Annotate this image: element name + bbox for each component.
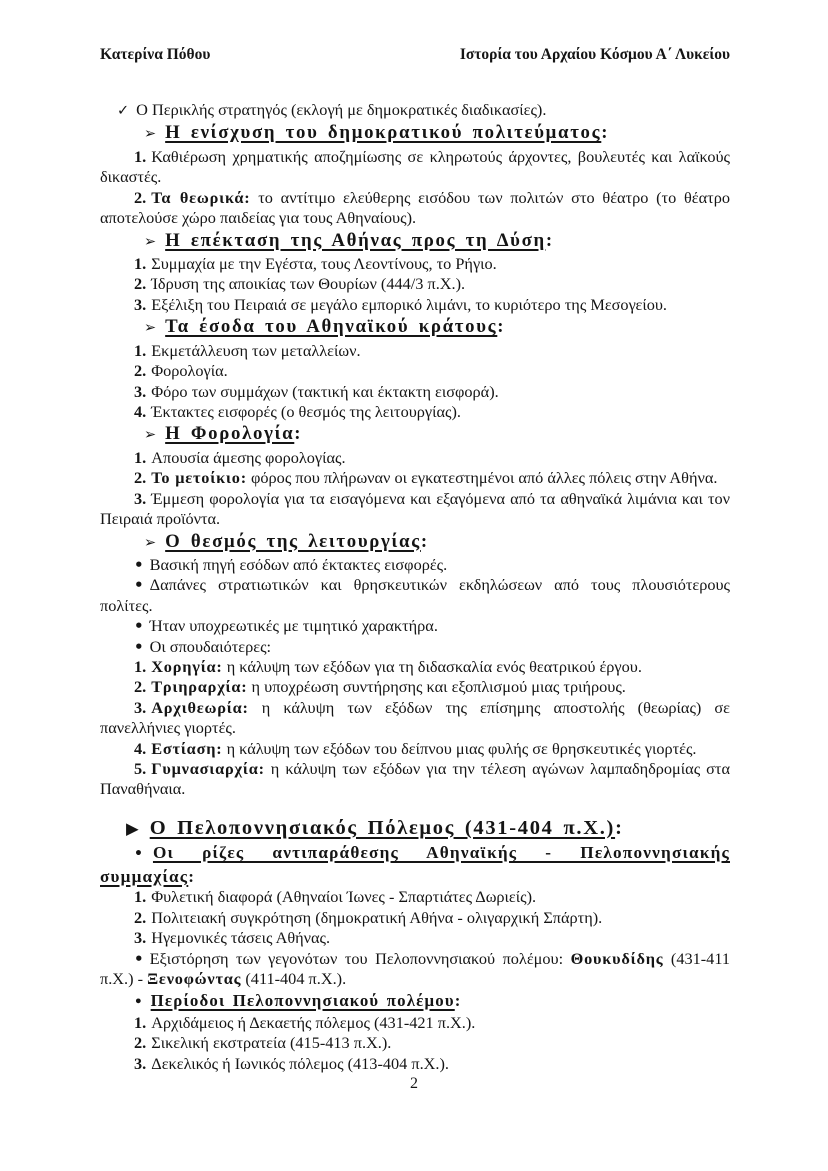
text-segment: Εστίαση: — [151, 738, 223, 758]
list-number: 2. — [134, 274, 147, 294]
text-segment: Σικελική εκστρατεία (415-413 π.Χ.). — [151, 1033, 392, 1053]
text-segment: Βασική πηγή εσόδων από έκτακτες εισφορές. — [149, 555, 448, 574]
arrowhead-bullet-icon: ➢ — [144, 534, 157, 551]
list-number: 1. — [134, 146, 147, 166]
item-block — [100, 147, 730, 188]
text-segment: : — [420, 530, 428, 552]
text-segment: το αντίτιμο ελεύθερης εισόδου των πολιτών στο θέατρο (το θέατρο αποτελούσε χώρο παιδείας για τους Αθηναίους). — [100, 187, 730, 228]
item-block — [100, 1013, 730, 1033]
list-number: 3. — [134, 697, 147, 717]
text-segment: Ηγεμονικές τάσεις Αθήνας. — [151, 928, 331, 948]
item-block — [100, 908, 730, 928]
item-block — [100, 341, 730, 361]
text-segment: Φόρο των συμμάχων (τακτική και έκτακτη εισφορά). — [151, 381, 499, 401]
page-number: 2 — [410, 1075, 418, 1092]
text-segment: Ο Πελοποννησιακός Πόλεμος (431-404 π.Χ.) — [149, 816, 616, 839]
item-block — [100, 274, 730, 294]
list-number: 1. — [134, 340, 147, 360]
item-block — [100, 657, 730, 677]
text-segment: Οι ρίζες αντιπαράθεσης Αθηναϊκής - Πελοποννησιακής — [152, 842, 730, 862]
text-segment: Τα έσοδα του Αθηναϊκού κράτους — [165, 316, 498, 338]
list-number: 4. — [134, 738, 147, 758]
text-segment: φόρος που πλήρωναν οι εγκατεστημένοι από άλλες πόλεις στην Αθήνα. — [246, 468, 718, 488]
list-number: 1. — [134, 657, 147, 677]
text-segment: Αρχιδάμειος ή Δεκαετής πόλεμος (431-421 π.Χ.). — [151, 1013, 476, 1032]
text-segment: : — [188, 866, 194, 886]
list-number: 3. — [134, 381, 147, 401]
dot-bullet-icon: • — [134, 637, 144, 656]
text-segment: Εκμετάλλευση των μεταλλείων. — [151, 340, 361, 360]
item-block — [100, 448, 730, 468]
heading-block — [100, 422, 730, 448]
item-block — [100, 739, 730, 759]
text-segment: Καθιέρωση χρηματικής αποζημίωσης σε κληρωτούς άρχοντες, βουλευτές και λαϊκούς δικαστές. — [100, 146, 730, 187]
text-segment: Έκτακτες εισφορές (ο θεσμός της λειτουργίας). — [151, 401, 461, 421]
text-segment: Φυλετική διαφορά (Αθηναίοι Ίωνες - Σπαρτιάτες Δωριείς). — [151, 887, 537, 907]
list-number: 5. — [134, 759, 147, 779]
list-number: 2. — [134, 907, 147, 927]
text-segment: Απουσία άμεσης φορολογίας. — [151, 447, 346, 467]
text-segment: Εξιστόρηση των γεγονότων του Πελοποννησιακού πολέμου: — [149, 948, 571, 968]
text-segment: Περίοδοι Πελοποννησιακού πολέμου — [150, 990, 455, 1010]
list-number: 1. — [134, 887, 147, 907]
triangle-bullet-icon: ▶ — [126, 818, 139, 838]
text-segment: Ήταν υποχρεωτικές με τιμητικό χαρακτήρα. — [149, 616, 438, 636]
text-segment: Χορηγία: — [151, 657, 223, 677]
heading-block — [100, 315, 730, 341]
text-segment: : — [454, 990, 461, 1010]
text-segment: : — [615, 816, 622, 839]
text-segment: Δεκελικός ή Ιωνικός πόλεμος (413-404 π.Χ.). — [151, 1053, 449, 1073]
item-block — [100, 382, 730, 402]
text-segment: Η ενίσχυση του δημοκρατικού πολιτεύματος — [165, 122, 602, 144]
page-header — [100, 46, 730, 64]
heading-block — [100, 229, 730, 255]
list-number: 1. — [134, 1013, 147, 1032]
item-block — [100, 677, 730, 697]
heading-block — [100, 121, 730, 147]
checkmark-icon: ✓ — [117, 103, 130, 119]
list-number: 1. — [134, 447, 147, 467]
text-segment: Το μετοίκιο: — [151, 468, 247, 488]
text-segment: Ίδρυση της αποικίας των Θουρίων (444/3 π.Χ.). — [151, 274, 466, 294]
bullet-block — [100, 949, 730, 990]
item-block — [100, 254, 730, 274]
text-segment: η κάλυψη των εξόδων για την τέλεση αγώνων λαμπαδηδρομίας στα Παναθήναια. — [100, 759, 730, 799]
text-segment: η κάλυψη των εξόδων για τη διδασκαλία ενός θεατρικού έργου. — [222, 657, 642, 677]
bullet-block — [100, 575, 730, 616]
item-block — [100, 468, 730, 488]
text-segment: : — [497, 316, 504, 338]
text-segment: Έμμεση φορολογία για τα εισαγόμενα και εξαγόμενα από τα αθηναϊκά λιμάνια και τον Πειραιά προϊόντα. — [100, 488, 730, 529]
check-block — [100, 100, 730, 121]
dot-bullet-icon: • — [134, 845, 143, 862]
list-number: 3. — [134, 928, 147, 948]
arrowhead-bullet-icon: ➢ — [144, 320, 157, 337]
bheading-block — [100, 842, 730, 888]
text-segment: : — [545, 229, 553, 251]
text-segment: : — [601, 122, 608, 144]
item-block — [100, 759, 730, 800]
item-block — [100, 887, 730, 907]
text-segment: (431-411 π.Χ.) - — [100, 948, 730, 989]
text-segment: Η επέκταση της Αθήνας προς τη Δύση — [165, 229, 546, 251]
text-segment: Θουκυδίδης — [570, 948, 664, 968]
text-segment: Η Φορολογία — [165, 423, 295, 445]
list-number: 2. — [134, 468, 147, 488]
item-block — [100, 295, 730, 315]
list-number: 2. — [134, 187, 147, 207]
list-number: 3. — [134, 1053, 147, 1073]
item-block — [100, 402, 730, 422]
section-block — [100, 815, 730, 842]
item-block — [100, 361, 730, 381]
dot-bullet-icon: • — [134, 576, 144, 595]
item-block — [100, 1033, 730, 1053]
text-segment: η υποχρέωση συντήρησης και εξοπλισμού μιας τριήρους. — [247, 677, 626, 697]
text-segment: συμμαχίας — [100, 866, 189, 886]
list-number: 1. — [134, 254, 147, 274]
text-segment: η κάλυψη των εξόδων της επίσημης αποστολής (θεωρίας) σε πανελλήνιες γιορτές. — [100, 697, 730, 738]
text-segment: Ο θεσμός της λειτουργίας — [165, 530, 421, 552]
text-segment: Γυμνασιαρχία: — [151, 759, 265, 779]
list-number: 3. — [134, 294, 147, 314]
text-segment: : — [294, 423, 301, 445]
text-segment: Τριηραρχία: — [151, 677, 248, 697]
text-segment: Ο Περικλής στρατηγός (εκλογή με δημοκρατικές διαδικασίες). — [136, 100, 547, 119]
item-block — [100, 1054, 730, 1074]
text-segment: Δαπάνες στρατιωτικών και θρησκευτικών εκδηλώσεων από τους πλουσιότερους πολίτες. — [100, 575, 730, 615]
header-course-title: Ιστορία του Αρχαίου Κόσμου Α΄ Λυκείου — [459, 46, 730, 63]
item-block — [100, 928, 730, 948]
list-number: 3. — [134, 488, 147, 508]
item-block — [100, 188, 730, 229]
text-segment: Αρχιθεωρία: — [151, 697, 249, 717]
text-segment: Οι σπουδαιότερες: — [149, 636, 272, 656]
text-segment: Πολιτειακή συγκρότηση (δημοκρατική Αθήνα - ολιγαρχική Σπάρτη). — [151, 907, 603, 927]
dot-bullet-icon: • — [134, 617, 144, 636]
arrowhead-bullet-icon: ➢ — [144, 233, 157, 250]
arrowhead-bullet-icon: ➢ — [144, 427, 157, 444]
dot-bullet-icon: • — [134, 949, 144, 968]
bheading2-block — [100, 990, 730, 1014]
text-segment: Φορολογία. — [151, 361, 228, 381]
heading-block — [100, 530, 730, 556]
item-block — [100, 698, 730, 739]
header-author: Κατερίνα Πόθου — [100, 46, 211, 63]
list-number: 2. — [134, 361, 147, 381]
text-segment: Συμμαχία με την Εγέστα, τους Λεοντίνους, το Ρήγιο. — [151, 254, 497, 274]
list-number: 2. — [134, 1033, 147, 1053]
dot-bullet-icon: • — [134, 993, 143, 1010]
text-segment: η κάλυψη των εξόδων του δείπνου μιας φυλής σε θρησκευτικές γιορτές. — [222, 738, 697, 758]
list-number: 4. — [134, 401, 147, 421]
bullet-block — [100, 616, 730, 636]
document-content — [100, 100, 730, 1074]
text-segment: Τα θεωρικά: — [151, 187, 251, 207]
bullet-block — [100, 637, 730, 657]
text-segment: Εξέλιξη του Πειραιά σε μεγάλο εμπορικό λιμάνι, το κυριότερο της Μεσογείου. — [151, 294, 667, 314]
dot-bullet-icon: • — [134, 556, 144, 574]
item-block — [100, 489, 730, 530]
arrowhead-bullet-icon: ➢ — [144, 126, 157, 143]
text-segment: Ξενοφώντας — [147, 969, 242, 989]
text-segment: (411-404 π.Χ.). — [241, 969, 347, 989]
bullet-block — [100, 555, 730, 575]
list-number: 2. — [134, 677, 147, 697]
